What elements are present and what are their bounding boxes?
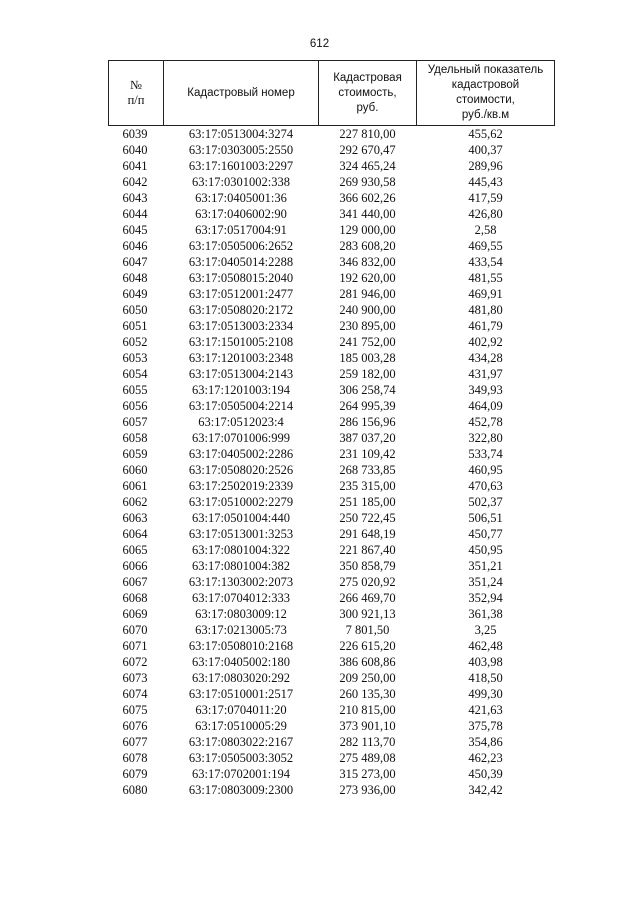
cadastral-value-cell: 273 936,00 bbox=[339, 783, 396, 797]
cadastral-number-cell: 63:17:0510005:29 bbox=[195, 719, 287, 733]
specific-value-cell: 506,51 bbox=[468, 511, 503, 525]
specific-value-cell: 461,79 bbox=[468, 319, 503, 333]
cadastral-number-cell: 63:17:0508020:2172 bbox=[188, 303, 294, 317]
row-number-cell: 6064 bbox=[122, 527, 148, 541]
header-cadastral-value bbox=[319, 61, 417, 126]
row-number-cell: 6065 bbox=[122, 543, 148, 557]
row-number-cell: 6048 bbox=[122, 271, 148, 285]
cadastral-number-cell: 63:17:0301002:338 bbox=[192, 175, 290, 189]
specific-value-cell: 322,80 bbox=[468, 431, 503, 445]
page-number: 612 bbox=[309, 38, 330, 50]
specific-value-cell: 445,43 bbox=[468, 175, 503, 189]
header-line: № bbox=[130, 78, 142, 92]
table-row bbox=[109, 238, 555, 254]
cadastral-number-cell: 63:17:0513003:2334 bbox=[188, 319, 294, 333]
row-number-cell: 6077 bbox=[122, 735, 148, 749]
cadastral-number-cell: 63:17:0513004:3274 bbox=[188, 127, 294, 141]
table-row bbox=[109, 606, 555, 622]
header-line: кадастровой bbox=[451, 79, 520, 91]
cadastral-number-cell: 63:17:0704011:20 bbox=[195, 703, 287, 717]
cadastral-value-cell: 269 930,58 bbox=[339, 175, 396, 189]
specific-value-cell: 431,97 bbox=[468, 367, 503, 381]
header-line: руб. bbox=[356, 101, 379, 114]
header-line: Удельный показатель bbox=[427, 64, 544, 76]
row-number-cell: 6055 bbox=[122, 383, 148, 397]
table-row bbox=[109, 206, 555, 222]
row-number-cell: 6043 bbox=[122, 191, 148, 205]
table-row bbox=[109, 366, 555, 382]
table-row bbox=[109, 782, 555, 798]
row-number-cell: 6050 bbox=[122, 303, 148, 317]
cadastral-number-cell: 63:17:0512023:4 bbox=[198, 415, 284, 429]
specific-value-cell: 426,80 bbox=[468, 207, 503, 221]
header-line: Кадастровая bbox=[333, 71, 402, 84]
cadastral-value-cell: 300 921,13 bbox=[339, 607, 396, 621]
table-row bbox=[109, 654, 555, 670]
row-number-cell: 6052 bbox=[122, 335, 148, 349]
cadastral-number-cell: 63:17:0512001:2477 bbox=[188, 287, 294, 301]
header-specific-value bbox=[417, 61, 555, 126]
header-cadastral-number: Кадастровый номер bbox=[164, 61, 319, 126]
specific-value-cell: 462,48 bbox=[468, 639, 503, 653]
row-number-cell: 6040 bbox=[122, 143, 148, 157]
cadastral-number-cell: 63:17:0505004:2214 bbox=[188, 399, 294, 413]
row-number-cell: 6072 bbox=[122, 655, 148, 669]
cadastral-number-cell: 63:17:0508015:2040 bbox=[188, 271, 294, 285]
cadastral-value-cell: 230 895,00 bbox=[339, 319, 396, 333]
table-row bbox=[109, 270, 555, 286]
specific-value-cell: 354,86 bbox=[468, 735, 503, 749]
cadastral-number-cell: 63:17:0701006:999 bbox=[192, 431, 290, 445]
cadastral-value-cell: 275 020,92 bbox=[339, 575, 396, 589]
specific-value-cell: 455,62 bbox=[468, 127, 503, 141]
cadastral-value-cell: 315 273,00 bbox=[339, 767, 396, 781]
table-row bbox=[109, 766, 555, 782]
table-row bbox=[109, 446, 555, 462]
specific-value-cell: 533,74 bbox=[468, 447, 503, 461]
header-line: п/п bbox=[127, 93, 145, 107]
specific-value-cell: 470,63 bbox=[468, 479, 503, 493]
table-header bbox=[109, 61, 555, 126]
table-row bbox=[109, 622, 555, 638]
table-row bbox=[109, 686, 555, 702]
row-number-cell: 6046 bbox=[122, 239, 148, 253]
table-row bbox=[109, 190, 555, 206]
table-row bbox=[109, 126, 555, 143]
specific-value-cell: 289,96 bbox=[468, 159, 503, 173]
specific-value-cell: 418,50 bbox=[468, 671, 503, 685]
specific-value-cell: 352,94 bbox=[468, 591, 503, 605]
specific-value-cell: 450,77 bbox=[468, 527, 503, 541]
row-number-cell: 6057 bbox=[122, 415, 148, 429]
table-body bbox=[109, 126, 555, 799]
table-row bbox=[109, 398, 555, 414]
table-row bbox=[109, 222, 555, 238]
table-row bbox=[109, 574, 555, 590]
specific-value-cell: 400,37 bbox=[468, 143, 503, 157]
specific-value-cell: 351,24 bbox=[468, 575, 503, 589]
row-number-cell: 6070 bbox=[122, 623, 148, 637]
row-number-cell: 6078 bbox=[122, 751, 148, 765]
row-number-cell: 6056 bbox=[122, 399, 148, 413]
cadastral-value-cell: 291 648,19 bbox=[339, 527, 396, 541]
cadastral-number-cell: 63:17:0702001:194 bbox=[192, 767, 290, 781]
table-row bbox=[109, 430, 555, 446]
cadastral-value-cell: 129 000,00 bbox=[339, 223, 396, 237]
cadastral-value-cell: 275 489,08 bbox=[339, 751, 396, 765]
row-number-cell: 6045 bbox=[122, 223, 148, 237]
cadastral-value-cell: 386 608,86 bbox=[339, 655, 396, 669]
cadastral-value-cell: 292 670,47 bbox=[339, 143, 396, 157]
specific-value-cell: 464,09 bbox=[468, 399, 503, 413]
row-number-cell: 6051 bbox=[122, 319, 148, 333]
row-number-cell: 6049 bbox=[122, 287, 148, 301]
row-number-cell: 6061 bbox=[122, 479, 148, 493]
cadastral-number-cell: 63:17:0405001:36 bbox=[195, 191, 287, 205]
cadastral-number-cell: 63:17:0213005:73 bbox=[195, 623, 287, 637]
cadastral-value-cell: 264 995,39 bbox=[339, 399, 396, 413]
table-row bbox=[109, 318, 555, 334]
row-number-cell: 6066 bbox=[122, 559, 148, 573]
cadastral-number-cell: 63:17:0704012:333 bbox=[192, 591, 290, 605]
cadastral-number-cell: 63:17:0505003:3052 bbox=[188, 751, 294, 765]
cadastral-value-cell: 306 258,74 bbox=[339, 383, 396, 397]
cadastral-number-cell: 63:17:0505006:2652 bbox=[188, 239, 294, 253]
cadastral-number-cell: 63:17:0508010:2168 bbox=[188, 639, 294, 653]
specific-value-cell: 462,23 bbox=[468, 751, 503, 765]
cadastral-value-cell: 281 946,00 bbox=[339, 287, 396, 301]
specific-value-cell: 351,21 bbox=[468, 559, 503, 573]
cadastral-value-cell: 350 858,79 bbox=[339, 559, 396, 573]
row-number-cell: 6054 bbox=[122, 367, 148, 381]
cadastral-number-cell: 63:17:0405014:2288 bbox=[188, 255, 294, 269]
specific-value-cell: 434,28 bbox=[468, 351, 503, 365]
row-number-cell: 6073 bbox=[122, 671, 148, 685]
table-row bbox=[109, 638, 555, 654]
cadastral-value-cell: 259 182,00 bbox=[339, 367, 396, 381]
cadastral-value-cell: 366 602,26 bbox=[339, 191, 396, 205]
table-row bbox=[109, 142, 555, 158]
specific-value-cell: 361,38 bbox=[468, 607, 503, 621]
table-row bbox=[109, 494, 555, 510]
specific-value-cell: 481,55 bbox=[468, 271, 503, 285]
table-row bbox=[109, 462, 555, 478]
specific-value-cell: 402,92 bbox=[468, 335, 503, 349]
cadastral-value-cell: 346 832,00 bbox=[339, 255, 396, 269]
cadastral-number-cell: 63:17:0510001:2517 bbox=[188, 687, 294, 701]
table-row bbox=[109, 510, 555, 526]
cadastral-number-cell: 63:17:1501005:2108 bbox=[188, 335, 294, 349]
cadastral-number-cell: 63:17:0801004:322 bbox=[192, 543, 290, 557]
row-number-cell: 6063 bbox=[122, 511, 148, 525]
row-number-cell: 6076 bbox=[122, 719, 148, 733]
cadastral-number-cell: 63:17:0803009:12 bbox=[195, 607, 287, 621]
table-row bbox=[109, 558, 555, 574]
table-row bbox=[109, 542, 555, 558]
table-row bbox=[109, 174, 555, 190]
cadastral-number-cell: 63:17:1201003:2348 bbox=[188, 351, 294, 365]
row-number-cell: 6067 bbox=[122, 575, 148, 589]
specific-value-cell: 433,54 bbox=[468, 255, 503, 269]
cadastral-number-cell: 63:17:0517004:91 bbox=[195, 223, 287, 237]
table-row bbox=[109, 286, 555, 302]
cadastral-value-cell: 250 722,45 bbox=[339, 511, 396, 525]
cadastral-value-cell: 324 465,24 bbox=[339, 159, 396, 173]
row-number-cell: 6039 bbox=[122, 127, 148, 141]
specific-value-cell: 450,39 bbox=[468, 767, 503, 781]
specific-value-cell: 417,59 bbox=[468, 191, 503, 205]
cadastral-number-cell: 63:17:0501004:440 bbox=[192, 511, 290, 525]
row-number-cell: 6047 bbox=[122, 255, 148, 269]
specific-value-cell: 460,95 bbox=[468, 463, 503, 477]
cadastral-number-cell: 63:17:0405002:180 bbox=[192, 655, 290, 669]
cadastral-number-cell: 63:17:1201003:194 bbox=[192, 383, 290, 397]
header-line: стоимости, bbox=[456, 94, 515, 106]
cadastral-value-cell: 266 469,70 bbox=[339, 591, 396, 605]
cadastral-value-cell: 387 037,20 bbox=[339, 431, 396, 445]
row-number-cell: 6058 bbox=[122, 431, 148, 445]
cadastral-number-cell: 63:17:1303002:2073 bbox=[188, 575, 294, 589]
cadastral-number-cell: 63:17:0513004:2143 bbox=[188, 367, 294, 381]
specific-value-cell: 421,63 bbox=[468, 703, 503, 717]
cadastral-number-cell: 63:17:0803009:2300 bbox=[188, 783, 294, 797]
cadastral-value-cell: 286 156,96 bbox=[339, 415, 396, 429]
table-row bbox=[109, 158, 555, 174]
cadastral-value-cell: 7 801,50 bbox=[345, 623, 390, 637]
cadastral-value-cell: 260 135,30 bbox=[339, 687, 396, 701]
row-number-cell: 6042 bbox=[122, 175, 148, 189]
cadastral-number-cell: 63:17:0406002:90 bbox=[195, 207, 287, 221]
specific-value-cell: 3,25 bbox=[474, 623, 497, 637]
cadastral-number-cell: 63:17:0405002:2286 bbox=[188, 447, 294, 461]
row-number-cell: 6080 bbox=[122, 783, 148, 797]
cadastral-value-cell: 185 003,28 bbox=[339, 351, 396, 365]
specific-value-cell: 349,93 bbox=[468, 383, 503, 397]
table-row bbox=[109, 414, 555, 430]
table-row bbox=[109, 750, 555, 766]
cadastral-table bbox=[108, 60, 555, 798]
cadastral-value-cell: 268 733,85 bbox=[339, 463, 396, 477]
specific-value-cell: 502,37 bbox=[468, 495, 503, 509]
specific-value-cell: 499,30 bbox=[468, 687, 503, 701]
row-number-cell: 6053 bbox=[122, 351, 148, 365]
cadastral-number-cell: 63:17:1601003:2297 bbox=[188, 159, 294, 173]
specific-value-cell: 375,78 bbox=[468, 719, 503, 733]
row-number-cell: 6041 bbox=[122, 159, 148, 173]
header-line: стоимость, bbox=[338, 86, 397, 99]
row-number-cell: 6079 bbox=[122, 767, 148, 781]
cadastral-number-cell: 63:17:0803020:292 bbox=[192, 671, 290, 685]
cadastral-value-cell: 283 608,20 bbox=[339, 239, 396, 253]
cadastral-value-cell: 251 185,00 bbox=[339, 495, 396, 509]
table-row bbox=[109, 718, 555, 734]
header-row-number bbox=[109, 61, 164, 126]
table-row bbox=[109, 590, 555, 606]
table-row bbox=[109, 302, 555, 318]
cadastral-value-cell: 231 109,42 bbox=[339, 447, 396, 461]
cadastral-number-cell: 63:17:0801004:382 bbox=[192, 559, 290, 573]
row-number-cell: 6069 bbox=[122, 607, 148, 621]
table-row bbox=[109, 350, 555, 366]
cadastral-number-cell: 63:17:0803022:2167 bbox=[188, 735, 294, 749]
row-number-cell: 6059 bbox=[122, 447, 148, 461]
cadastral-value-cell: 192 620,00 bbox=[339, 271, 396, 285]
table-row bbox=[109, 670, 555, 686]
table-row bbox=[109, 254, 555, 270]
cadastral-value-cell: 373 901,10 bbox=[339, 719, 396, 733]
cadastral-value-cell: 235 315,00 bbox=[339, 479, 396, 493]
row-number-cell: 6044 bbox=[122, 207, 148, 221]
row-number-cell: 6062 bbox=[122, 495, 148, 509]
cadastral-value-cell: 341 440,00 bbox=[339, 207, 396, 221]
cadastral-number-cell: 63:17:0510002:2279 bbox=[188, 495, 294, 509]
cadastral-value-cell: 241 752,00 bbox=[339, 335, 396, 349]
row-number-cell: 6074 bbox=[122, 687, 148, 701]
row-number-cell: 6060 bbox=[122, 463, 148, 477]
specific-value-cell: 481,80 bbox=[468, 303, 503, 317]
specific-value-cell: 450,95 bbox=[468, 543, 503, 557]
specific-value-cell: 469,91 bbox=[468, 287, 503, 301]
specific-value-cell: 342,42 bbox=[468, 783, 503, 797]
cadastral-value-cell: 221 867,40 bbox=[339, 543, 396, 557]
table-row bbox=[109, 478, 555, 494]
cadastral-value-cell: 282 113,70 bbox=[339, 735, 396, 749]
table-row bbox=[109, 382, 555, 398]
cadastral-number-cell: 63:17:0513001:3253 bbox=[188, 527, 294, 541]
table-row bbox=[109, 734, 555, 750]
table-row bbox=[109, 702, 555, 718]
specific-value-cell: 403,98 bbox=[468, 655, 503, 669]
cadastral-number-cell: 63:17:0303005:2550 bbox=[188, 143, 294, 157]
row-number-cell: 6068 bbox=[122, 591, 148, 605]
header-row bbox=[109, 61, 555, 126]
cadastral-value-cell: 210 815,00 bbox=[339, 703, 396, 717]
cadastral-value-cell: 209 250,00 bbox=[339, 671, 396, 685]
specific-value-cell: 2,58 bbox=[474, 223, 497, 237]
cadastral-number-cell: 63:17:2502019:2339 bbox=[188, 479, 294, 493]
cadastral-number-cell: 63:17:0508020:2526 bbox=[188, 463, 294, 477]
header-line: руб./кв.м bbox=[461, 109, 510, 121]
specific-value-cell: 452,78 bbox=[468, 415, 503, 429]
table-row bbox=[109, 526, 555, 542]
specific-value-cell: 469,55 bbox=[468, 239, 503, 253]
cadastral-value-cell: 227 810,00 bbox=[339, 127, 396, 141]
row-number-cell: 6075 bbox=[122, 703, 148, 717]
cadastral-value-cell: 240 900,00 bbox=[339, 303, 396, 317]
cadastral-value-cell: 226 615,20 bbox=[339, 639, 396, 653]
row-number-cell: 6071 bbox=[122, 639, 148, 653]
table-row bbox=[109, 334, 555, 350]
